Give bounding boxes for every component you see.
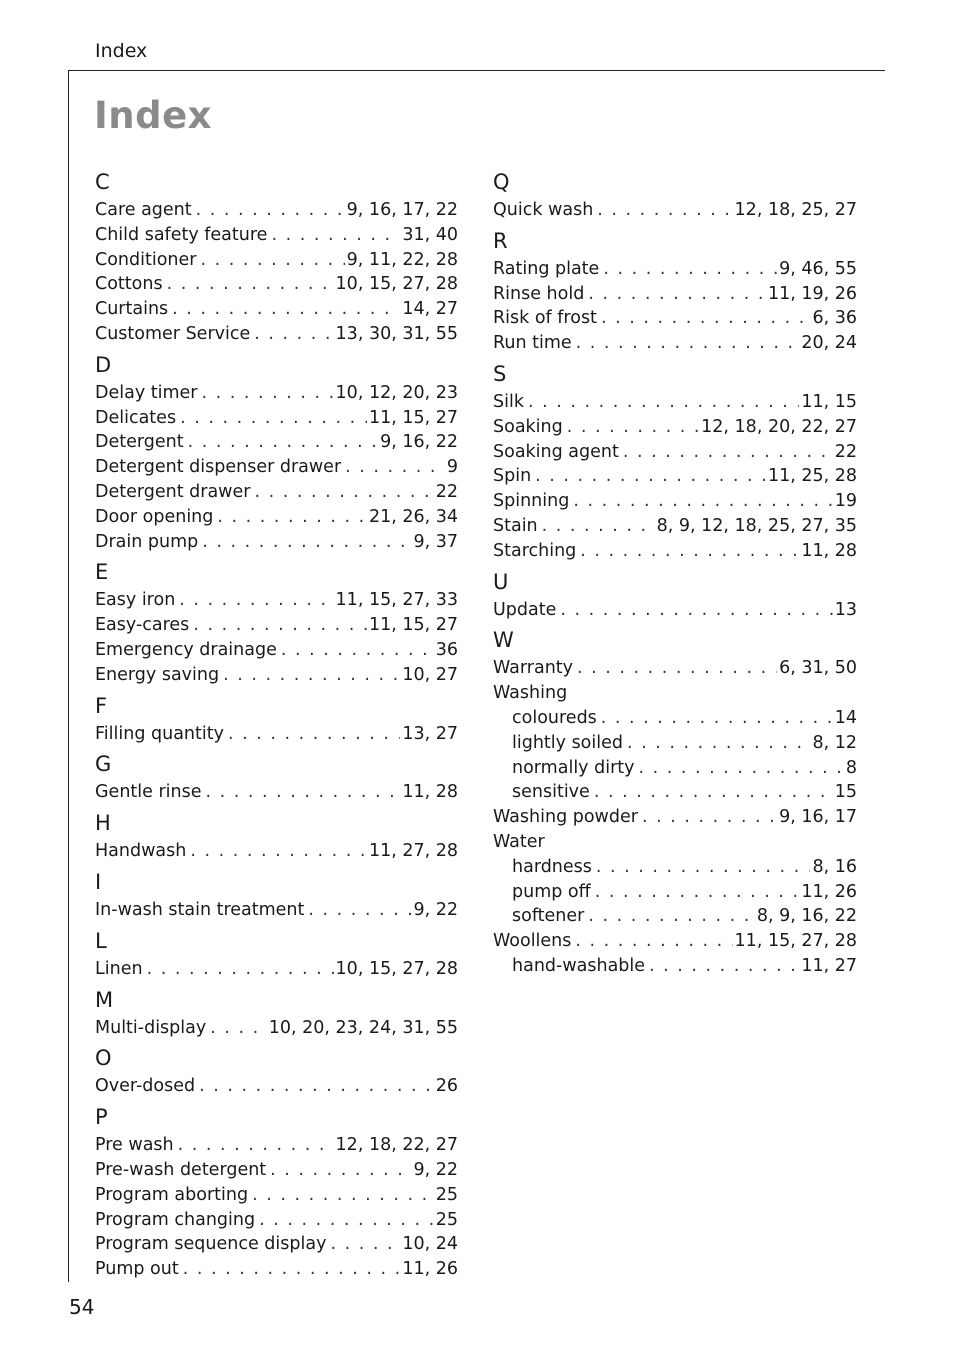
index-entry [95, 505, 458, 530]
index-entry [95, 198, 458, 223]
index-entry [95, 1016, 458, 1041]
index-entry [95, 1133, 458, 1158]
index-subentry [493, 706, 857, 731]
index-term: Run time [493, 333, 572, 354]
header-rule [68, 70, 885, 71]
index-term: Delicates [95, 407, 177, 428]
index-entry [95, 957, 458, 982]
index-term: Multi-display [95, 1017, 207, 1038]
dot-leader [535, 464, 766, 489]
dot-leader [228, 722, 400, 747]
index-term: Spinning [493, 491, 570, 512]
index-subentry [493, 904, 857, 929]
dot-leader [183, 1257, 401, 1282]
dot-leader [188, 430, 378, 455]
dot-leader [588, 282, 766, 307]
index-letter-heading: Q [493, 170, 510, 194]
index-entry [95, 613, 458, 638]
index-subentry [493, 954, 857, 979]
index-entry [95, 248, 458, 273]
index-page-refs: 25 [435, 1209, 458, 1230]
index-entry [493, 257, 857, 282]
index-page-refs: 9, 11, 22, 28 [346, 249, 458, 270]
dot-leader [199, 1074, 434, 1099]
index-term: softener [512, 906, 585, 927]
index-page-refs: 22 [435, 481, 458, 502]
index-entry [95, 1257, 458, 1282]
index-entry [493, 830, 857, 855]
index-term: Stain [493, 515, 538, 536]
index-page-refs: 9, 22 [413, 1159, 458, 1180]
index-page-refs: 10, 15, 27, 28 [335, 958, 458, 979]
index-entry [95, 1208, 458, 1233]
index-entry [95, 406, 458, 431]
dot-leader [172, 297, 400, 322]
index-page-refs: 9, 46, 55 [779, 258, 857, 279]
dot-leader [201, 381, 333, 406]
index-entry [95, 381, 458, 406]
index-page-refs: 9, 22 [413, 899, 458, 920]
index-page-refs: 10, 24 [402, 1234, 458, 1255]
index-term: Energy saving [95, 664, 220, 685]
index-entry [95, 780, 458, 805]
index-page-refs: 12, 18, 20, 22, 27 [701, 416, 857, 437]
index-entry [493, 440, 857, 465]
index-entry [493, 331, 857, 356]
index-page-refs: 11, 28 [801, 540, 857, 561]
index-letter-heading: F [95, 693, 108, 718]
index-entry [95, 1183, 458, 1208]
index-page-refs: 9, 37 [413, 531, 458, 552]
index-term: Filling quantity [95, 723, 224, 744]
index-letter-heading: U [493, 569, 509, 594]
index-term: hand-washable [512, 955, 646, 976]
dot-leader [196, 198, 345, 223]
index-entry [95, 1074, 458, 1099]
index-letter-heading: D [95, 352, 112, 377]
index-subentry [493, 780, 857, 805]
index-term: Emergency drainage [95, 639, 277, 660]
index-term: Soaking [493, 416, 563, 437]
index-page-refs: 13, 30, 31, 55 [335, 323, 458, 344]
dot-leader [601, 306, 811, 331]
index-entry [95, 272, 458, 297]
dot-leader [573, 489, 832, 514]
index-entry [493, 489, 857, 514]
index-term: Delay timer [95, 382, 198, 403]
index-term: Rating plate [493, 258, 600, 279]
index-letter-heading: R [493, 228, 508, 253]
page-title: Index [94, 94, 213, 137]
index-page-refs: 11, 26 [402, 1259, 458, 1280]
dot-leader [270, 1158, 411, 1183]
index-page-refs: 10, 20, 23, 24, 31, 55 [268, 1017, 458, 1038]
index-entry [95, 455, 458, 480]
index-letter-heading: P [95, 1105, 108, 1130]
index-page-refs: 12, 18, 22, 27 [335, 1135, 458, 1156]
index-letter-heading: I [95, 869, 102, 894]
index-term: Handwash [95, 841, 187, 862]
index-term: Spin [493, 466, 532, 487]
index-entry [95, 322, 458, 347]
index-term: hardness [512, 856, 592, 877]
index-term: Detergent [95, 432, 184, 453]
dot-leader [330, 1232, 400, 1257]
index-entry [95, 1232, 458, 1257]
index-page-refs: 11, 27, 28 [368, 841, 458, 862]
index-term: pump off [512, 881, 591, 902]
index-term: Care agent [95, 200, 192, 220]
index-entry [95, 530, 458, 555]
dot-leader [596, 855, 811, 880]
index-term: Curtains [95, 299, 169, 320]
index-subentry [493, 731, 857, 756]
dot-leader [627, 731, 810, 756]
index-entry [493, 656, 857, 681]
page-number: 54 [69, 1295, 95, 1319]
dot-leader [179, 588, 333, 613]
index-page-refs: 10, 15, 27, 28 [335, 274, 458, 295]
index-page-refs: 14, 27 [402, 299, 458, 320]
index-entry [493, 306, 857, 331]
index-entry [95, 430, 458, 455]
index-page-refs: 25 [435, 1184, 458, 1205]
dot-leader [252, 1183, 434, 1208]
index-entry [493, 415, 857, 440]
dot-leader [588, 904, 754, 929]
index-entry [95, 223, 458, 248]
index-term: Washing [493, 683, 568, 704]
index-term: Door opening [95, 506, 214, 527]
dot-leader [193, 613, 367, 638]
dot-leader [190, 839, 367, 864]
index-page-refs: 11, 28 [402, 782, 458, 803]
index-term: In-wash stain treatment [95, 899, 305, 920]
dot-leader [638, 756, 843, 781]
index-entry [493, 539, 857, 564]
index-page-refs: 15 [834, 782, 857, 803]
index-term: sensitive [512, 782, 590, 803]
index-term: Quick wash [493, 200, 594, 220]
index-entry [493, 198, 857, 223]
index-letter-heading: H [95, 811, 111, 836]
dot-leader [603, 257, 777, 282]
index-page-refs: 8, 12 [812, 732, 857, 753]
index-page-refs: 13, 27 [402, 723, 458, 744]
dot-leader [528, 390, 799, 415]
index-page-refs: 9, 16, 17 [779, 807, 857, 828]
dot-leader [167, 272, 334, 297]
index-page-refs: 11, 25, 28 [767, 466, 857, 487]
dot-leader [595, 880, 800, 905]
index-page-refs: 12, 18, 25, 27 [734, 200, 857, 220]
index-subentry [493, 880, 857, 905]
index-entry [493, 282, 857, 307]
index-page-refs: 11, 26 [801, 881, 857, 902]
dot-leader [580, 539, 799, 564]
index-entry [493, 681, 857, 706]
index-term: coloureds [512, 707, 597, 728]
index-page-refs: 22 [834, 441, 857, 462]
dot-leader [223, 663, 400, 688]
dot-leader [567, 415, 699, 440]
dot-leader [281, 638, 434, 663]
index-letter-heading: G [95, 752, 112, 777]
dot-leader [259, 1208, 434, 1233]
dot-leader [601, 706, 833, 731]
margin-rule [68, 70, 69, 1282]
dot-leader [200, 248, 344, 273]
index-page-refs: 11, 15, 27, 28 [734, 931, 857, 952]
index-page-refs: 10, 12, 20, 23 [335, 382, 458, 403]
index-letter-heading: E [95, 560, 109, 585]
index-page-refs: 8 [845, 757, 857, 778]
index-entry [95, 1158, 458, 1183]
dot-leader [649, 954, 799, 979]
dot-leader [542, 514, 655, 539]
index-term: Program changing [95, 1209, 256, 1230]
index-entry [493, 598, 857, 623]
index-page-refs: 10, 27 [402, 664, 458, 685]
index-page-refs: 6, 31, 50 [779, 658, 857, 679]
index-page-refs: 20, 24 [801, 333, 857, 354]
index-term: Pre wash [95, 1135, 174, 1156]
index-entry [493, 464, 857, 489]
index-page-refs: 36 [435, 639, 458, 660]
index-term: Silk [493, 391, 524, 412]
index-page-refs: 11, 15, 27 [368, 407, 458, 428]
index-page-refs: 26 [435, 1076, 458, 1097]
dot-leader [575, 929, 732, 954]
dot-leader [308, 898, 411, 923]
index-term: Warranty [493, 658, 574, 679]
running-header: Index [95, 40, 148, 62]
dot-leader [254, 322, 333, 347]
dot-leader [202, 530, 411, 555]
index-term: Soaking agent [493, 441, 619, 462]
index-page-refs: 8, 9, 12, 18, 25, 27, 35 [656, 515, 857, 536]
index-term: Risk of frost [493, 308, 597, 329]
index-page-refs: 11, 19, 26 [767, 283, 857, 304]
index-term: Detergent drawer [95, 481, 251, 502]
index-page-refs: 21, 26, 34 [368, 506, 458, 527]
index-term: Program aborting [95, 1184, 249, 1205]
index-page-refs: 31, 40 [402, 224, 458, 245]
index-term: Easy iron [95, 590, 176, 611]
index-page-refs: 14 [834, 707, 857, 728]
index-entry [95, 663, 458, 688]
index-page-refs: 8, 9, 16, 22 [756, 906, 857, 927]
dot-leader [147, 957, 334, 982]
index-term: Conditioner [95, 249, 197, 270]
index-entry [493, 514, 857, 539]
dot-leader [597, 198, 732, 223]
index-entry [95, 297, 458, 322]
dot-leader [271, 223, 400, 248]
index-letter-heading: S [493, 361, 507, 386]
dot-leader [254, 480, 433, 505]
dot-leader [560, 598, 832, 623]
dot-leader [210, 1016, 267, 1041]
index-term: Starching [493, 540, 577, 561]
index-entry [95, 722, 458, 747]
index-term: Program sequence display [95, 1234, 327, 1255]
index-term: Woollens [493, 931, 572, 952]
dot-leader [576, 331, 800, 356]
index-term: Drain pump [95, 531, 199, 552]
index-term: normally dirty [512, 757, 635, 778]
index-page-refs: 13 [834, 599, 857, 620]
dot-leader [577, 656, 777, 681]
index-entry [493, 929, 857, 954]
index-page-refs: 9 [446, 457, 458, 478]
index-entry [95, 839, 458, 864]
index-term: Over-dosed [95, 1076, 196, 1097]
index-page-refs: 11, 27 [801, 955, 857, 976]
dot-leader [178, 1133, 334, 1158]
index-page-refs: 8, 16 [812, 856, 857, 877]
dot-leader [180, 406, 367, 431]
index-term: Gentle rinse [95, 782, 202, 803]
index-term: Linen [95, 958, 143, 979]
index-entry [95, 480, 458, 505]
index-page-refs: 9, 16, 22 [380, 432, 458, 453]
dot-leader [623, 440, 833, 465]
index-letter-heading: W [493, 628, 514, 653]
index-subentry [493, 756, 857, 781]
index-term: Water [493, 831, 545, 852]
index-letter-heading: C [95, 170, 110, 194]
index-term: Update [493, 599, 557, 620]
index-term: Customer Service [95, 323, 251, 344]
index-term: Cottons [95, 274, 163, 295]
index-letter-heading: M [95, 987, 114, 1012]
index-term: Pump out [95, 1259, 179, 1280]
index-page-refs: 11, 15, 27, 33 [335, 590, 458, 611]
dot-leader [594, 780, 833, 805]
index-page-refs: 6, 36 [812, 308, 857, 329]
index-term: Washing powder [493, 807, 638, 828]
index-column-right [493, 164, 857, 979]
index-entry [493, 805, 857, 830]
dot-leader [206, 780, 401, 805]
index-page-refs: 19 [834, 491, 857, 512]
index-term: Pre-wash detergent [95, 1159, 267, 1180]
index-term: Detergent dispenser drawer [95, 457, 342, 478]
index-term: Rinse hold [493, 283, 585, 304]
dot-leader [217, 505, 367, 530]
index-page-refs: 11, 15 [801, 391, 857, 412]
dot-leader [345, 455, 445, 480]
index-term: Easy-cares [95, 615, 190, 636]
index-entry [95, 588, 458, 613]
index-entry [95, 638, 458, 663]
index-letter-heading: O [95, 1046, 112, 1071]
index-subentry [493, 855, 857, 880]
index-entry [493, 390, 857, 415]
index-term: Child safety feature [95, 224, 268, 245]
index-page-refs: 11, 15, 27 [368, 615, 458, 636]
index-term: lightly soiled [512, 732, 623, 753]
index-entry [95, 898, 458, 923]
index-letter-heading: L [95, 928, 107, 953]
index-column-left [95, 164, 458, 1282]
dot-leader [642, 805, 777, 830]
index-page-refs: 9, 16, 17, 22 [346, 200, 458, 220]
